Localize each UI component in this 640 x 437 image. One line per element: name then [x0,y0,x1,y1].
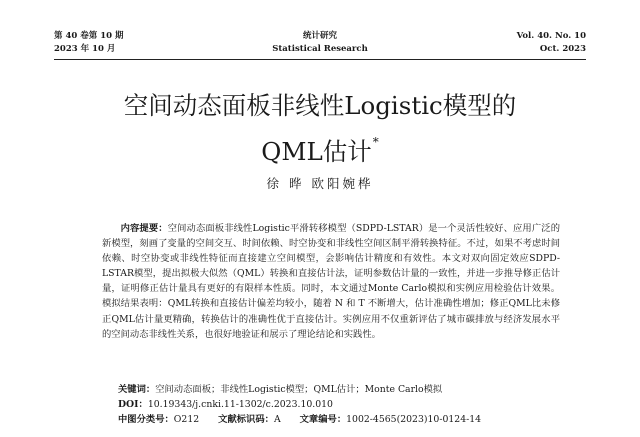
classification-line [118,412,560,427]
title-line-2-text: QML估计 [261,137,372,166]
doi-label: DOI： [118,399,148,410]
volume-issue-en: Vol. 40. No. 10 [516,31,586,41]
journal-name-cn: 统计研究 [302,31,337,41]
article-number-value: 1002-4565(2023)10-0124-14 [346,414,482,425]
doc-code-value: A [273,414,281,425]
keywords-text: 空间动态面板；非线性Logistic模型；QML估计；Monte Carlo模拟 [155,384,443,395]
doi-value: 10.19343/j.cnki.11-1302/c.2023.10.010 [147,399,333,410]
clc-value: O212 [173,414,200,425]
title-line-1: 空间动态面板非线性Logistic模型的 [123,91,517,120]
article-number-label: 文章编号： [299,414,347,425]
date-en: Oct. 2023 [539,44,586,54]
paper-title [40,88,600,170]
abstract [102,221,560,342]
journal-name-en: Statistical Research [272,44,368,54]
keywords [118,382,560,397]
header-right [517,30,586,56]
date-cn: 2023 年 10 月 [54,44,116,54]
clc-label: 中图分类号： [118,414,174,425]
abstract-label: 内容提要： [120,223,168,234]
running-header [54,30,586,60]
doi [118,397,560,412]
title-line-2 [40,124,600,170]
abstract-text: 空间动态面板非线性Logistic平滑转移模型（SDPD-LSTAR）是一个灵活性较好、应用广泛的新模型，刻画了变量的空间交互、时间依赖、时空协变和非线性空间区制平滑转换特征。不过，如果不考虑时间依赖、时空协变或非线性特征而直接建立空间模型，会影响估计精度和有效性。本文对双向固定效应SDPD-LSTAR模型，提出拟极大似然（QML）转换和直接估计法，证明参数估计量的一致性，并进一步推导修正估计量，证明修正估计量具有更好的有限样本性质。同时，本文通过Monte Carlo模拟和实例应用检验估计效果。模拟结果表明：QML转换和直接估计偏差均较小，随着 N 和 T 不断增大，估计准确性增加；修正QML比未修正QML估计量更精确，转换估计的准确性优于直接估计。实例应用不仅重新评估了城市碳排放与经济发展水平的空间动态非线性关系，也很好地验证和展示了理论结论和实践性。 [102,223,560,340]
header-center [54,30,586,56]
title-footnote-mark: * [372,135,379,149]
keywords-label: 关键词： [118,384,156,395]
volume-issue-cn: 第 40 卷第 10 期 [54,31,124,41]
authors: 徐 晔 欧阳婉桦 [266,176,374,191]
doc-code-label: 文献标识码： [218,414,274,425]
header-rule [54,59,586,60]
